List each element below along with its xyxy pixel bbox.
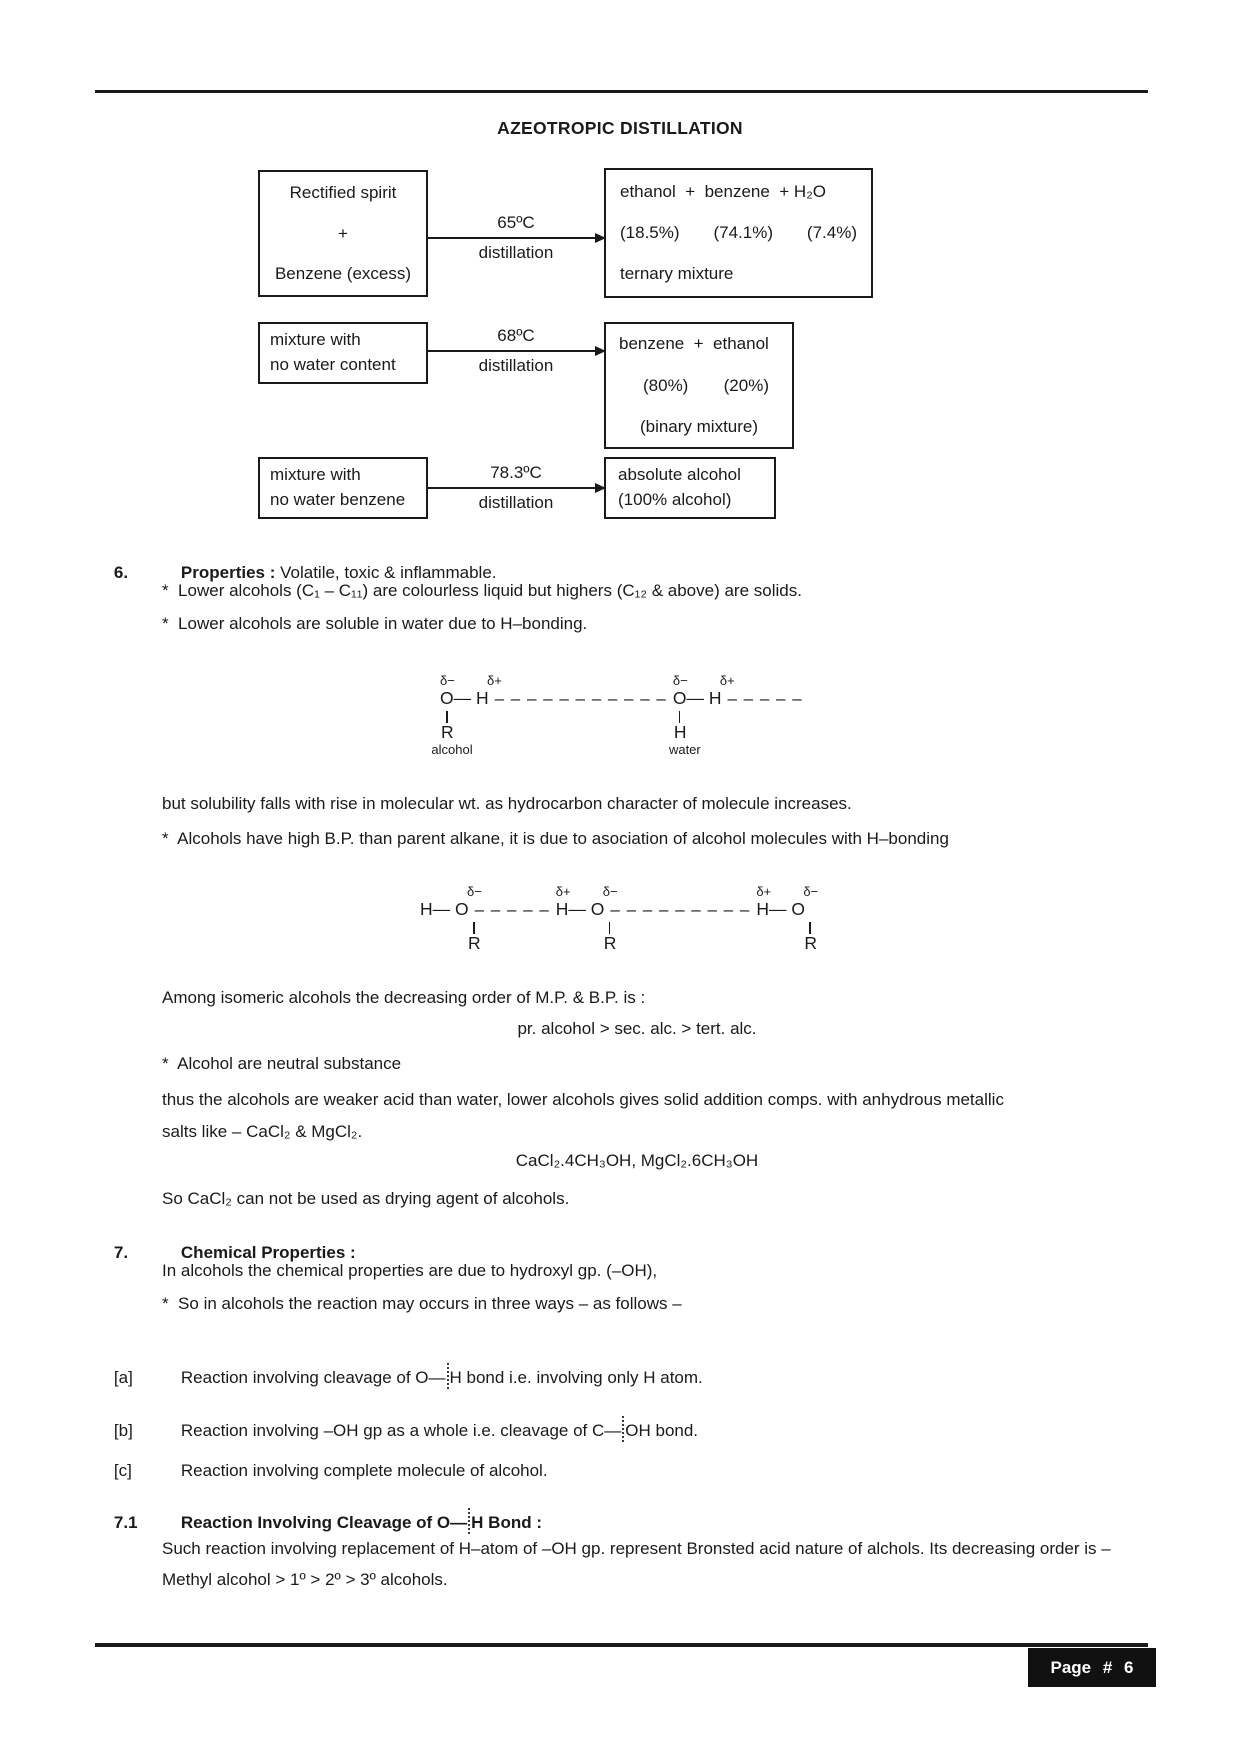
diagram-label-alcohol: alcohol xyxy=(431,742,473,757)
bottom-rule xyxy=(95,1643,1148,1647)
bond-cleavage-line xyxy=(447,1363,449,1389)
section-number: 7.1 xyxy=(113,1513,138,1532)
ho-bond: H— O xyxy=(555,899,605,919)
flow-box-line: ethanol + benzene + H₂O xyxy=(620,182,827,201)
top-rule xyxy=(95,90,1148,93)
percentage-value: (7.4%) xyxy=(806,223,857,242)
hbond-dashes: – – – – – xyxy=(727,689,803,708)
delta-minus-label: δ− xyxy=(602,884,618,899)
flow-box-line: Benzene (excess) xyxy=(274,264,412,283)
paragraph-drying-agent: So CaCl₂ can not be used as drying agent of alcohols. xyxy=(162,1189,570,1208)
flow-box-line: mixture with xyxy=(270,330,361,350)
paragraph-bronsted: Such reaction involving replacement of H–atom of –OH gp. represent Bronsted acid nature of alchols. Its decreasing order is – Methyl alcohol > 1º > 2º > 3º alcohols. xyxy=(162,1539,1116,1589)
arrow-temp-label: 65ºC xyxy=(497,213,535,232)
paragraph-weaker-acid: thus the alcohols are weaker acid than water, lower alcohols gives solid addition comps. with anhydrous metallic salts like – CaCl₂ & MgCl₂. xyxy=(162,1090,1009,1141)
paragraph-mp-bp-order: Among isomeric alcohols the decreasing order of M.P. & B.P. is : xyxy=(162,988,646,1007)
percentage-value: (20%) xyxy=(723,375,769,395)
delta-minus-label: δ− xyxy=(440,673,455,688)
bond-left: C— xyxy=(591,1421,622,1440)
bond-right: H xyxy=(449,1368,462,1387)
delta-plus-label: δ+ xyxy=(756,884,772,899)
arrow-process-label: distillation xyxy=(478,493,554,512)
formula-line: CaCl₂.4CH₃OH, MgCl₂.6CH₃OH xyxy=(515,1151,759,1170)
bullet-neutral: * Alcohol are neutral substance xyxy=(162,1054,402,1073)
flow-box-line: (100% alcohol) xyxy=(618,490,732,509)
item-text-post: bond. xyxy=(650,1421,699,1440)
plus-sign: + xyxy=(338,223,348,243)
section-number: 6. xyxy=(113,563,129,582)
item-tag: [c] xyxy=(113,1461,132,1480)
hbond-unit-water xyxy=(668,673,803,772)
stem-atom-r: R xyxy=(468,933,481,953)
hbond-unit-2 xyxy=(556,884,751,965)
delta-plus-label: δ+ xyxy=(719,673,735,688)
delta-plus-label: δ+ xyxy=(555,884,571,899)
section-heading-rest: Volatile, toxic & inflammable. xyxy=(275,563,497,582)
flow-arrow-65c xyxy=(428,211,604,265)
flow-box-line: mixture with xyxy=(270,465,361,485)
order-line: pr. alcohol > sec. alc. > tert. alc. xyxy=(517,1019,757,1038)
ho-bond: H— O xyxy=(420,899,469,919)
diagram-label-water: water xyxy=(668,742,701,757)
hbond-dashes: – – – – – – – – – – – xyxy=(494,689,667,708)
stem-atom-h: H xyxy=(673,722,687,742)
bond-right: OH xyxy=(625,1421,651,1440)
delta-minus-label: δ− xyxy=(467,884,482,899)
hbond-diagram-association xyxy=(420,884,819,965)
arrow-process-label: distillation xyxy=(478,243,554,262)
item-text: Reaction involving complete molecule of alcohol. xyxy=(180,1461,548,1480)
arrow-line xyxy=(428,237,604,239)
hbond-dashes: – – – – – – – – – xyxy=(610,900,751,919)
percentage-value: (74.1%) xyxy=(713,223,773,242)
flow-box-ternary-mixture xyxy=(604,168,873,298)
delta-minus-label: δ− xyxy=(803,884,819,899)
stem-atom-r: R xyxy=(441,722,454,742)
flow-box-line: Rectified spirit xyxy=(289,183,397,202)
flow-box-line: ternary mixture xyxy=(620,264,734,283)
ho-bond: H— O xyxy=(756,899,805,919)
hbond-unit-1 xyxy=(420,884,550,965)
section-heading: Properties : xyxy=(180,563,276,582)
flow-box-binary-mixture xyxy=(604,322,794,449)
oh-bond: O— H xyxy=(672,688,722,708)
arrow-temp-label: 78.3ºC xyxy=(490,463,542,482)
hbond-unit-3 xyxy=(756,884,819,965)
arrow-line xyxy=(428,487,604,489)
section-heading: Chemical Properties : xyxy=(180,1243,356,1262)
item-text-post: bond i.e. involving only H atom. xyxy=(461,1368,703,1387)
percentages-row xyxy=(620,223,857,243)
bond-cleavage-line xyxy=(622,1416,624,1442)
bullet-soluble-water: * Lower alcohols are soluble in water due to H–bonding. xyxy=(162,614,588,633)
flow-arrow-78c xyxy=(428,461,604,515)
flow-box-no-water-content xyxy=(258,322,428,384)
arrow-temp-label: 68ºC xyxy=(497,326,535,345)
flow-box-rectified-spirit xyxy=(258,170,428,297)
section-number: 7. xyxy=(113,1243,129,1262)
page-number-label: Page # 6 xyxy=(1050,1657,1134,1677)
hbond-dashes: – – – – – xyxy=(474,900,550,919)
item-text-pre: Reaction involving –OH gp as a whole i.e. cleavage of xyxy=(180,1421,592,1440)
flow-box-line: no water benzene xyxy=(270,490,406,509)
flow-box-no-water-benzene xyxy=(258,457,428,519)
oh-bond: O— H xyxy=(440,688,489,708)
flow-box-line: absolute alcohol xyxy=(618,465,741,485)
percentage-value: (80%) xyxy=(643,375,689,395)
flow-box-line: (binary mixture) xyxy=(639,417,759,436)
item-tag: [a] xyxy=(113,1368,133,1387)
flow-arrow-68c xyxy=(428,324,604,378)
page-number-badge xyxy=(1028,1648,1156,1687)
percentages-row xyxy=(619,376,779,396)
hbond-unit-alcohol xyxy=(431,673,667,772)
flow-box-line: benzene + ethanol xyxy=(619,334,769,353)
paragraph-hydroxyl: In alcohols the chemical properties are due to hydroxyl gp. (–OH), xyxy=(162,1261,658,1280)
bond-right: H xyxy=(471,1513,484,1532)
flow-box-line: no water content xyxy=(270,355,396,374)
bullet-lower-alcohols-solids: * Lower alcohols (C₁ – C₁₁) are colourless liquid but highers (C₁₂ & above) are solids. xyxy=(162,581,802,600)
bond-left: O— xyxy=(415,1368,446,1387)
percentage-value: (18.5%) xyxy=(620,223,680,242)
bullet-high-bp: * Alcohols have high B.P. than parent alkane, it is due to asociation of alcohol molecules with H–bonding xyxy=(162,829,949,848)
stem-atom-r: R xyxy=(804,933,817,953)
arrow-line xyxy=(428,350,604,352)
delta-minus-label: δ− xyxy=(672,673,688,688)
bond-left: O— xyxy=(436,1513,468,1532)
paragraph-solubility: but solubility falls with rise in molecular wt. as hydrocarbon character of molecule increases. xyxy=(162,794,852,813)
arrow-process-label: distillation xyxy=(478,356,554,375)
bullet-three-ways: * So in alcohols the reaction may occurs in three ways – as follows – xyxy=(162,1294,682,1313)
bond-cleavage-line xyxy=(468,1508,470,1534)
delta-plus-label: δ+ xyxy=(487,673,502,688)
item-tag: [b] xyxy=(113,1421,133,1440)
page-title: AZEOTROPIC DISTILLATION xyxy=(497,118,743,138)
flow-box-absolute-alcohol xyxy=(604,457,776,519)
section-heading-pre: Reaction Involving Cleavage of xyxy=(180,1513,437,1532)
section-heading-post: Bond : xyxy=(483,1513,542,1532)
hbond-diagram-alcohol-water xyxy=(431,673,809,772)
item-text-pre: Reaction involving cleavage of xyxy=(180,1368,416,1387)
stem-atom-r: R xyxy=(603,933,617,953)
